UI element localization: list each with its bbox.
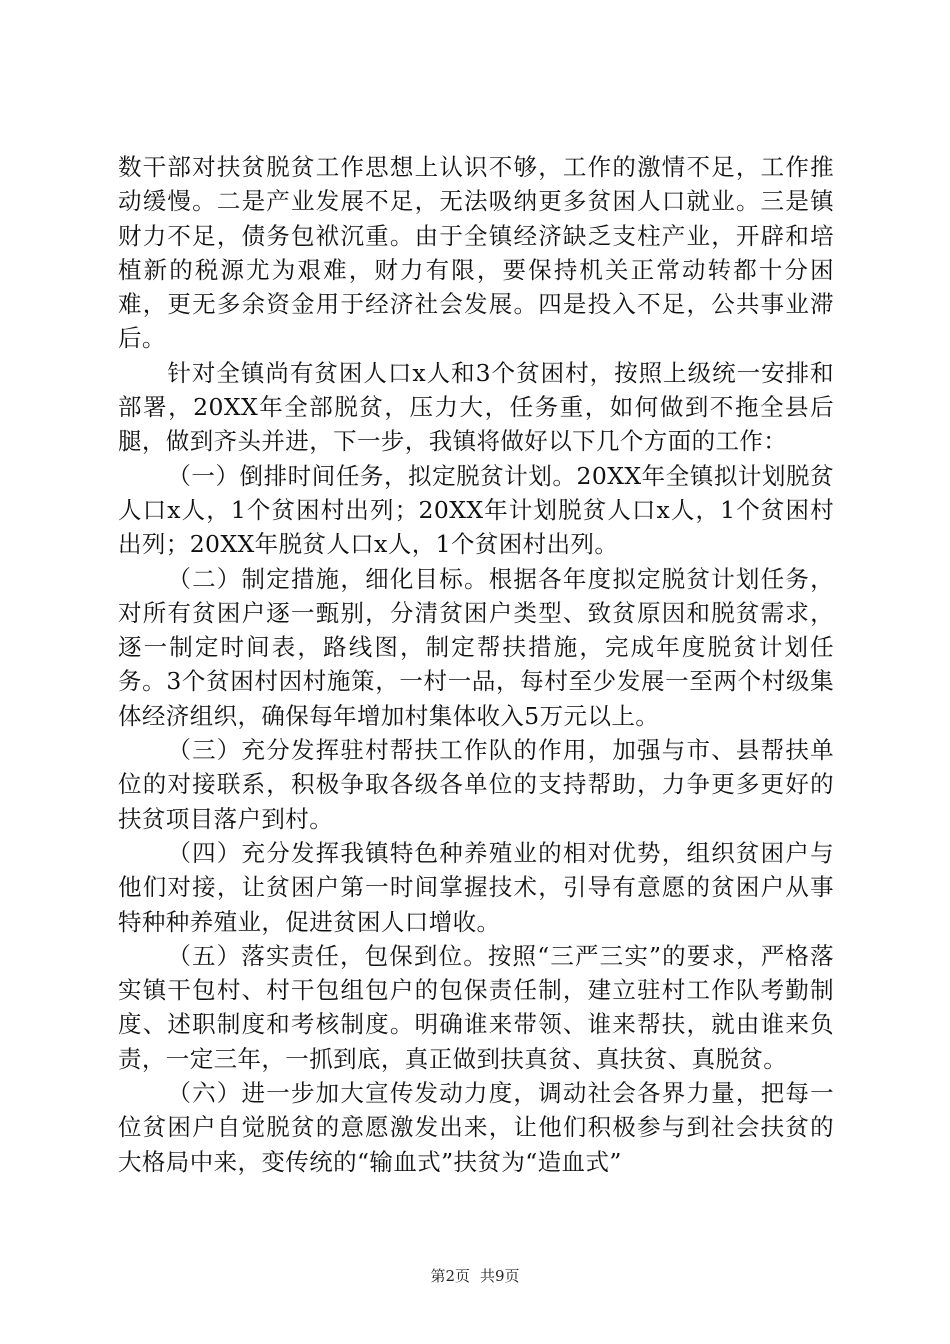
page-total: 共9页 xyxy=(480,1267,520,1285)
page-number: 第2页 xyxy=(430,1267,470,1285)
paragraph-4: （二）制定措施，细化目标。根据各年度拟定脱贫计划任务，对所有贫困户逐一甄别，分清贫困户类型、致贫原因和脱贫需求，逐一制定时间表，路线图，制定帮扶措施，完成年度脱贫计划任务。3个贫困村因村施策，一村一品，每村至少发展一至两个村级集体经济组织，确保每年增加村集体收入5万元以上。 xyxy=(118,564,834,730)
paragraph-8: （六）进一步加大宣传发动力度，调动社会各界力量，把每一位贫困户自觉脱贫的意愿激发出来，让他们积极参与到社会扶贫的大格局中来，变传统的“输血式”扶贫为“造血式” xyxy=(118,1079,834,1176)
document-body xyxy=(118,150,834,1179)
paragraph-6: （四）充分发挥我镇特色种养殖业的相对优势，组织贫困户与他们对接，让贫困户第一时间掌握技术，引导有意愿的贫困户从事特种种养殖业，促进贫困人口增收。 xyxy=(118,838,834,936)
paragraph-3: （一）倒排时间任务，拟定脱贫计划。20XX年全镇拟计划脱贫人口x人，1个贫困村出列；20XX年计划脱贫人口x人，1个贫困村出列；20XX年脱贫人口x人，1个贫困村出列。 xyxy=(118,461,834,559)
paragraph-5: （三）充分发挥驻村帮扶工作队的作用，加强与市、县帮扶单位的对接联系，积极争取各级各单位的支持帮助，力争更多更好的扶贫项目落户到村。 xyxy=(118,736,834,833)
page-footer xyxy=(0,1266,950,1286)
paragraph-7: （五）落实责任，包保到位。按照“三严三实”的要求，严格落实镇干包村、村干包组包户的包保责任制，建立驻村工作队考勤制度、述职制度和考核制度。明确谁来带领、谁来帮扶，就由谁来负责，一定三年，一抓到底，真正做到扶真贫、真扶贫、真脱贫。 xyxy=(118,941,834,1073)
paragraph-2: 针对全镇尚有贫困人口x人和3个贫困村，按照上级统一安排和部署，20XX年全部脱贫，压力大，任务重，如何做到不拖全县后腿，做到齐头并进，下一步，我镇将做好以下几个方面的工作： xyxy=(118,358,834,456)
paragraph-1: 数干部对扶贫脱贫工作思想上认识不够，工作的激情不足，工作推动缓慢。二是产业发展不足，无法吸纳更多贫困人口就业。三是镇财力不足，债务包袱沉重。由于全镇经济缺乏支柱产业，开辟和培植新的税源尤为艰难，财力有限，要保持机关正常动转都十分困难，更无多余资金用于经济社会发展。四是投入不足，公共事业滞后。 xyxy=(118,153,834,353)
